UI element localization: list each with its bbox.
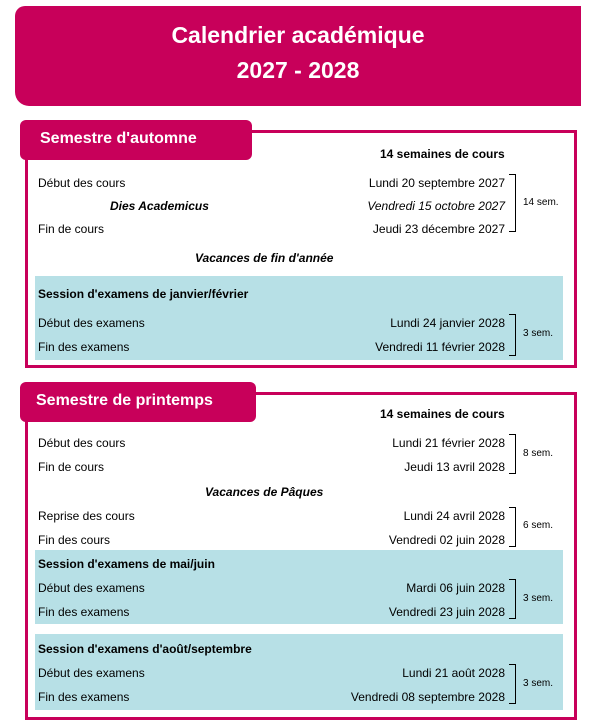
autumn-exam-title: Session d'examens de janvier/février (38, 287, 249, 301)
spring-holiday: Vacances de Pâques (205, 485, 324, 499)
autumn-exam-end-date: Vendredi 11 février 2028 (375, 340, 505, 354)
spring-exam2-title: Session d'examens d'août/septembre (38, 642, 252, 656)
spring-resume-date: Lundi 24 avril 2028 (403, 509, 505, 523)
spring-span1-bracket (509, 434, 516, 474)
spring-exam1-bracket (509, 579, 516, 619)
autumn-holiday: Vacances de fin d'année (195, 251, 334, 265)
calendar-title: Calendrier académique (171, 22, 425, 48)
autumn-span-bracket (509, 174, 516, 232)
academic-years: 2027 - 2028 (236, 57, 360, 83)
spring-exam1-end-label: Fin des examens (38, 605, 130, 619)
spring-exam2-start-label: Début des examens (38, 666, 145, 680)
spring-exam2-bracket (509, 664, 516, 704)
spring-span2-bracket (509, 507, 516, 547)
spring-exam1-title: Session d'examens de mai/juin (38, 557, 215, 571)
spring-pause-label: Fin de cours (38, 460, 105, 474)
spring-weeks: 14 semaines de cours (380, 407, 505, 421)
dies-academicus-label: Dies Academicus (110, 199, 209, 213)
autumn-end-label: Fin de cours (38, 222, 105, 236)
autumn-span: 14 sem. (523, 197, 559, 208)
spring-start-date: Lundi 21 février 2028 (392, 436, 505, 450)
autumn-start-date: Lundi 20 septembre 2027 (368, 176, 505, 190)
autumn-start-label: Début des cours (38, 176, 126, 190)
spring-exam1-end-date: Vendredi 23 juin 2028 (388, 605, 505, 619)
autumn-exam-start-date: Lundi 24 janvier 2028 (390, 316, 505, 330)
autumn-exam-end-label: Fin des examens (38, 340, 130, 354)
spring-start-label: Début des cours (38, 436, 126, 450)
spring-end-label: Fin des cours (38, 533, 111, 547)
spring-exam1-start-label: Début des examens (38, 581, 145, 595)
autumn-exam-span: 3 sem. (523, 328, 554, 339)
autumn-weeks: 14 semaines de cours (380, 147, 505, 161)
spring-pause-date: Jeudi 13 avril 2028 (404, 460, 505, 474)
spring-exam2-span: 3 sem. (523, 678, 554, 689)
spring-span2: 6 sem. (523, 520, 554, 531)
spring-resume-label: Reprise des cours (38, 509, 135, 523)
dies-academicus-date: Vendredi 15 octobre 2027 (367, 199, 505, 213)
spring-exam1-start-date: Mardi 06 juin 2028 (406, 581, 505, 595)
autumn-exam-bracket (509, 314, 516, 356)
autumn-semester-tab: Semestre d'automne (20, 120, 252, 160)
autumn-end-date: Jeudi 23 décembre 2027 (372, 222, 505, 236)
spring-exam2-end-date: Vendredi 08 septembre 2028 (350, 690, 505, 704)
spring-end-date: Vendredi 02 juin 2028 (388, 533, 505, 547)
calendar-header (15, 6, 581, 106)
spring-span1: 8 sem. (523, 448, 554, 459)
autumn-exam-start-label: Début des examens (38, 316, 145, 330)
spring-semester-tab: Semestre de printemps (20, 382, 256, 422)
spring-exam2-end-label: Fin des examens (38, 690, 130, 704)
spring-exam1-span: 3 sem. (523, 593, 554, 604)
spring-exam2-start-date: Lundi 21 août 2028 (402, 666, 505, 680)
